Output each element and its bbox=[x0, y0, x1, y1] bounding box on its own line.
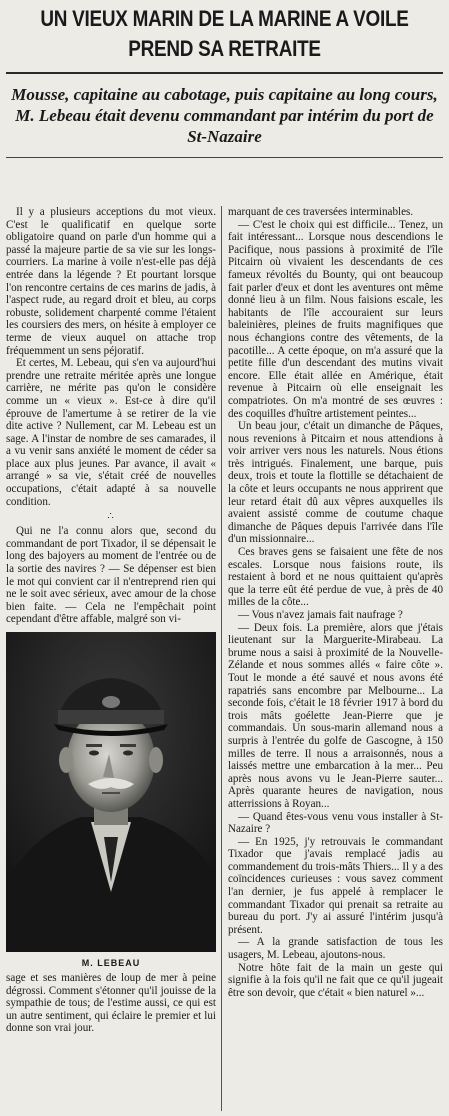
headline-line-2: PREND SA RETRAITE bbox=[128, 36, 321, 61]
right-paragraph-4: Ces braves gens se faisaient une fête de nos escales. Lorsque nous faisions route, ils restaient à bord et ne nous quittaient qu'après que la terre eût été perdue de vue, à près de 40 milles de la côte... bbox=[228, 546, 443, 609]
article-columns bbox=[6, 206, 443, 1111]
subheadline: Mousse, capitaine au cabotage, puis capitaine au long cours, M. Lebeau était devenu commandant par intérim du port de St-Nazaire bbox=[11, 85, 438, 146]
left-paragraph-continued: sage et ses manières de loup de mer à peine dégrossi. Comment s'étonner qu'il jouisse de la sympathie de tous; de l'estime aussi, ce qui est un autre sentiment, qui éclaire le premier et lui donne son vrai jour. bbox=[6, 972, 216, 1035]
headline-line-1: UN VIEUX MARIN DE LA MARINE A VOILE bbox=[40, 6, 409, 31]
right-paragraph-6: — Deux fois. La première, alors que j'étais lieutenant sur la Marguerite-Mirabeau. La brume nous a saisi à proximité de la Nouvelle-Zélande et nous sommes allés « faire côte ». Tout le monde a été sauvé et nous avons été rapatriés sans encombre par Melbourne... La seconde fois, c'était le 18 février 1917 à bord du trois mâts goélette Jean-Pierre que je commandais. Un sous-marin allemand nous a surpris à l'entrée du golfe de Gascogne, à 150 milles de terre. Il nous a arraisonnés, nous a laissés mettre une embarcation à la mer... Peu après nous avons vu le Jean-Pierre sauter... Après quarante heures de navigation, nous atterrissions à Royan... bbox=[228, 621, 443, 810]
right-paragraph-7: — Quand êtes-vous venu vous installer à St-Nazaire ? bbox=[228, 810, 443, 836]
portrait-image bbox=[6, 632, 216, 952]
portrait-photo bbox=[6, 632, 216, 952]
right-paragraph-5: — Vous n'avez jamais fait naufrage ? bbox=[238, 609, 403, 621]
right-paragraph-1: marquant de ces traversées interminables. bbox=[228, 206, 414, 218]
right-paragraph-10: Notre hôte fait de la main un geste qui signifie à la fois qu'il ne fait que ce qu'il jugeait être son devoir, que c'était « bien naturel »... bbox=[228, 961, 443, 999]
section-separator: ∴ bbox=[107, 511, 115, 523]
left-paragraph-3: Qui ne l'a connu alors que, second du commandant de port Tixador, il se dépensait le long des bajoyers au moment de l'entrée ou de la sortie des navires ? — Se dépenser est bien le mot qui convient car il n'entreprend rien qui ne le soit avec sérieux, avec amour de la chose bien faite. — Cela ne l'empêchait point cependant d'être affable, malgré son vi- bbox=[6, 525, 216, 626]
column-divider bbox=[221, 206, 222, 1111]
left-paragraph-1: Il y a plusieurs acceptions du mot vieux. C'est le qualificatif en quelque sorte obligatoire quand on parle d'un homme qui a passé la majeure partie de sa vie sur les longs-courriers. La marine à voile n'est-elle pas déjà entrée dans la légende ? Et pourtant lorsque l'on rencontre certains de ces marins de jadis, à l'aspect rude, au regard droit et bleu, au corps robuste, solidement charpenté comme l'étaient les coursiers des mers, on hésite à employer ce terme de vieux auquel on attache trop fréquemment un sens péjoratif. bbox=[6, 206, 216, 357]
photo-caption: M. LEBEAU bbox=[81, 958, 141, 968]
left-column bbox=[6, 206, 216, 1111]
right-paragraph-9: — A la grande satisfaction de tous les usagers, M. Lebeau, ajoutons-nous. bbox=[228, 936, 443, 962]
subheadline-rule bbox=[6, 157, 443, 158]
right-column bbox=[228, 206, 443, 1111]
right-paragraph-3: Un beau jour, c'était un dimanche de Pâques, nous revenions à Pitcairn et nous attendions à voir arriver vers nous les naturels. Nous étions très intrigués. Finalement, une barque, puis deux, trois et toute la flottille se détachaient de la côte et leurs occupants ne nous apprirent que leur retard était dû aux vêpres auxquelles ils avaient assisté comme de coutume chaque dimanche de Pâques depuis l'arrivée dans l'île d'un missionnaire... bbox=[228, 420, 443, 546]
headline-rule bbox=[6, 72, 443, 74]
left-paragraph-2: Et certes, M. Lebeau, qui s'en va aujourd'hui prendre une retraite méritée après une longue carrière, ne mérite pas qu'on le considère comme un « vieux ». Est-ce à dire qu'il éprouve de l'amertume à se retirer de la vie dite active ? Nullement, car M. Lebeau est un sage. A l'instar de nombre de ses camarades, il a vu venir sans anxiété le moment de céder sa place aux plus jeunes. Par avance, il avait « arrangé » sa vie, s'était créé de nouvelles occupations, c'était adapté à sa nouvelle condition. bbox=[6, 357, 216, 508]
right-paragraph-8: — En 1925, j'y retrouvais le commandant Tixador que j'avais remplacé jadis au commandement du trois-mâts Thiers... Il y a des coïncidences curieuses : vous savez comment l'an dernier, je fus appelé à remplacer le commandant Tixador qui prenait sa retraite au bureau du port. J'y ai assuré l'intérim jusqu'à présent. bbox=[228, 835, 443, 936]
right-paragraph-2: — C'est le choix qui est difficile... Tenez, un fait intéressant... Lorsque nous descendions le Pacifique, nous passions à proximité de l'île Pitcairn où vivaient les descendants de ces fameux révoltés du Bounty, qui ont beaucoup fait parler d'eux et dont les aventures ont même donné lieu à un film. Nous faisions escale, les habitants de l'île accouraient sur leurs baleinières, pleines de fruits magnifiques que nous échangions contre des vêtements, de la pacotille... A cette époque, on m'a assuré que la petite fille d'un descendant des mutins vivait encore. Elle était allée en Amérique, était revenue à Pitcairn où elle enseignait les compatriotes. On m'a montré de ses œuvres : des coquilles d'huître artistement peintes... bbox=[228, 218, 443, 420]
